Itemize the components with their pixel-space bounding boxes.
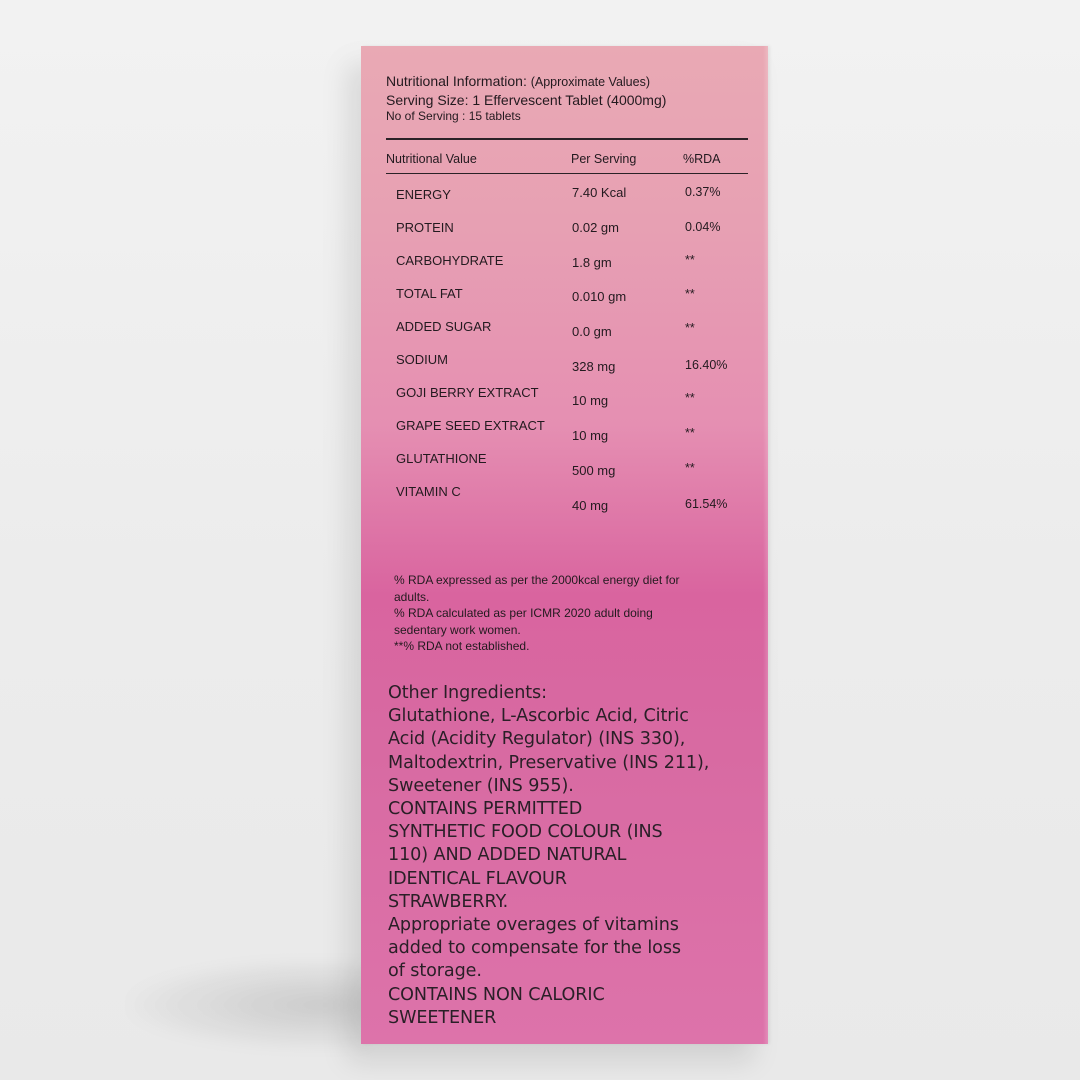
servings-count: No of Serving : 15 tablets (386, 109, 521, 123)
box-shadow (130, 960, 370, 1050)
nutrient-name: GRAPE SEED EXTRACT (396, 418, 545, 433)
rda-notes (394, 572, 746, 655)
nutrient-rda: ** (685, 253, 695, 267)
ingredients-line: IDENTICAL FLAVOUR (388, 868, 567, 889)
column-header-per-serving: Per Serving (571, 152, 637, 166)
nutrition-title-note: (Approximate Values) (530, 75, 650, 89)
rda-note-line: adults. (394, 589, 430, 604)
nutrient-name: TOTAL FAT (396, 286, 463, 301)
nutrient-rda: 0.37% (685, 185, 721, 199)
ingredients-line: added to compensate for the loss (388, 938, 681, 959)
nutrient-name: VITAMIN C (396, 484, 461, 499)
column-header-rda: %RDA (683, 152, 721, 166)
rda-note-line: % RDA calculated as per ICMR 2020 adult doing (394, 606, 653, 620)
rda-note-line: **% RDA not established. (394, 639, 530, 653)
nutrient-value: 328 mg (572, 359, 616, 374)
ingredients-line: of storage. (388, 961, 482, 982)
rda-note-line: % RDA expressed as per the 2000kcal energy diet for (394, 573, 680, 587)
ingredients-heading: Other Ingredients: (388, 683, 547, 703)
nutrient-name: CARBOHYDRATE (396, 253, 504, 268)
nutrient-name: ADDED SUGAR (396, 319, 492, 334)
ingredients-line: CONTAINS PERMITTED (388, 799, 583, 820)
nutrient-rda: 16.40% (685, 358, 728, 372)
ingredients-line: Acid (Acidity Regulator) (INS 330), (388, 729, 686, 750)
nutrient-name: GLUTATHIONE (396, 451, 487, 466)
ingredients-line: CONTAINS NON CALORIC (388, 984, 605, 1005)
nutrient-rda: 0.04% (685, 220, 721, 234)
table-top-rule (386, 138, 748, 140)
ingredients-line: SWEETENER (388, 1007, 497, 1028)
nutrient-value: 500 mg (572, 463, 616, 478)
ingredients-line: Glutathione, L-Ascorbic Acid, Citric (388, 706, 689, 727)
rda-note-line: sedentary work women. (394, 622, 521, 637)
ingredients-line: STRAWBERRY. (388, 891, 509, 912)
ingredients-line: Appropriate overages of vitamins (388, 915, 679, 936)
nutrient-value: 7.40 Kcal (572, 185, 627, 200)
nutrient-name: SODIUM (396, 352, 448, 367)
ingredients-line: SYNTHETIC FOOD COLOUR (INS (388, 822, 663, 843)
nutrient-rda: ** (685, 287, 695, 301)
nutrient-value: 0.02 gm (572, 220, 619, 235)
column-header-nutritional-value: Nutritional Value (386, 152, 477, 166)
nutrition-title-line (386, 72, 756, 91)
nutrient-value: 10 mg (572, 393, 609, 408)
nutrient-value: 1.8 gm (572, 255, 612, 270)
nutrition-header (386, 72, 756, 124)
product-box-back (361, 46, 768, 1044)
nutrient-value: 40 mg (572, 498, 609, 513)
ingredients-line: Sweetener (INS 955). (388, 775, 574, 796)
nutrient-value: 0.010 gm (572, 289, 627, 304)
table-header-rule (386, 173, 748, 174)
serving-size: Serving Size: 1 Effervescent Tablet (4000mg) (386, 92, 667, 108)
other-ingredients (388, 682, 748, 1030)
nutrient-name: PROTEIN (396, 220, 454, 235)
nutrient-value: 10 mg (572, 428, 609, 443)
nutrient-name: ENERGY (396, 187, 451, 202)
nutrient-name: GOJI BERRY EXTRACT (396, 385, 539, 400)
nutrient-rda: ** (685, 321, 695, 335)
ingredients-line: 110) AND ADDED NATURAL (388, 845, 627, 866)
nutrient-value: 0.0 gm (572, 324, 612, 339)
ingredients-line: Maltodextrin, Preservative (INS 211), (388, 752, 710, 773)
nutrient-rda: 61.54% (685, 497, 728, 511)
nutrient-rda: ** (685, 426, 695, 440)
nutrient-rda: ** (685, 461, 695, 475)
nutrition-title: Nutritional Information: (386, 73, 527, 89)
nutrient-rda: ** (685, 391, 695, 405)
